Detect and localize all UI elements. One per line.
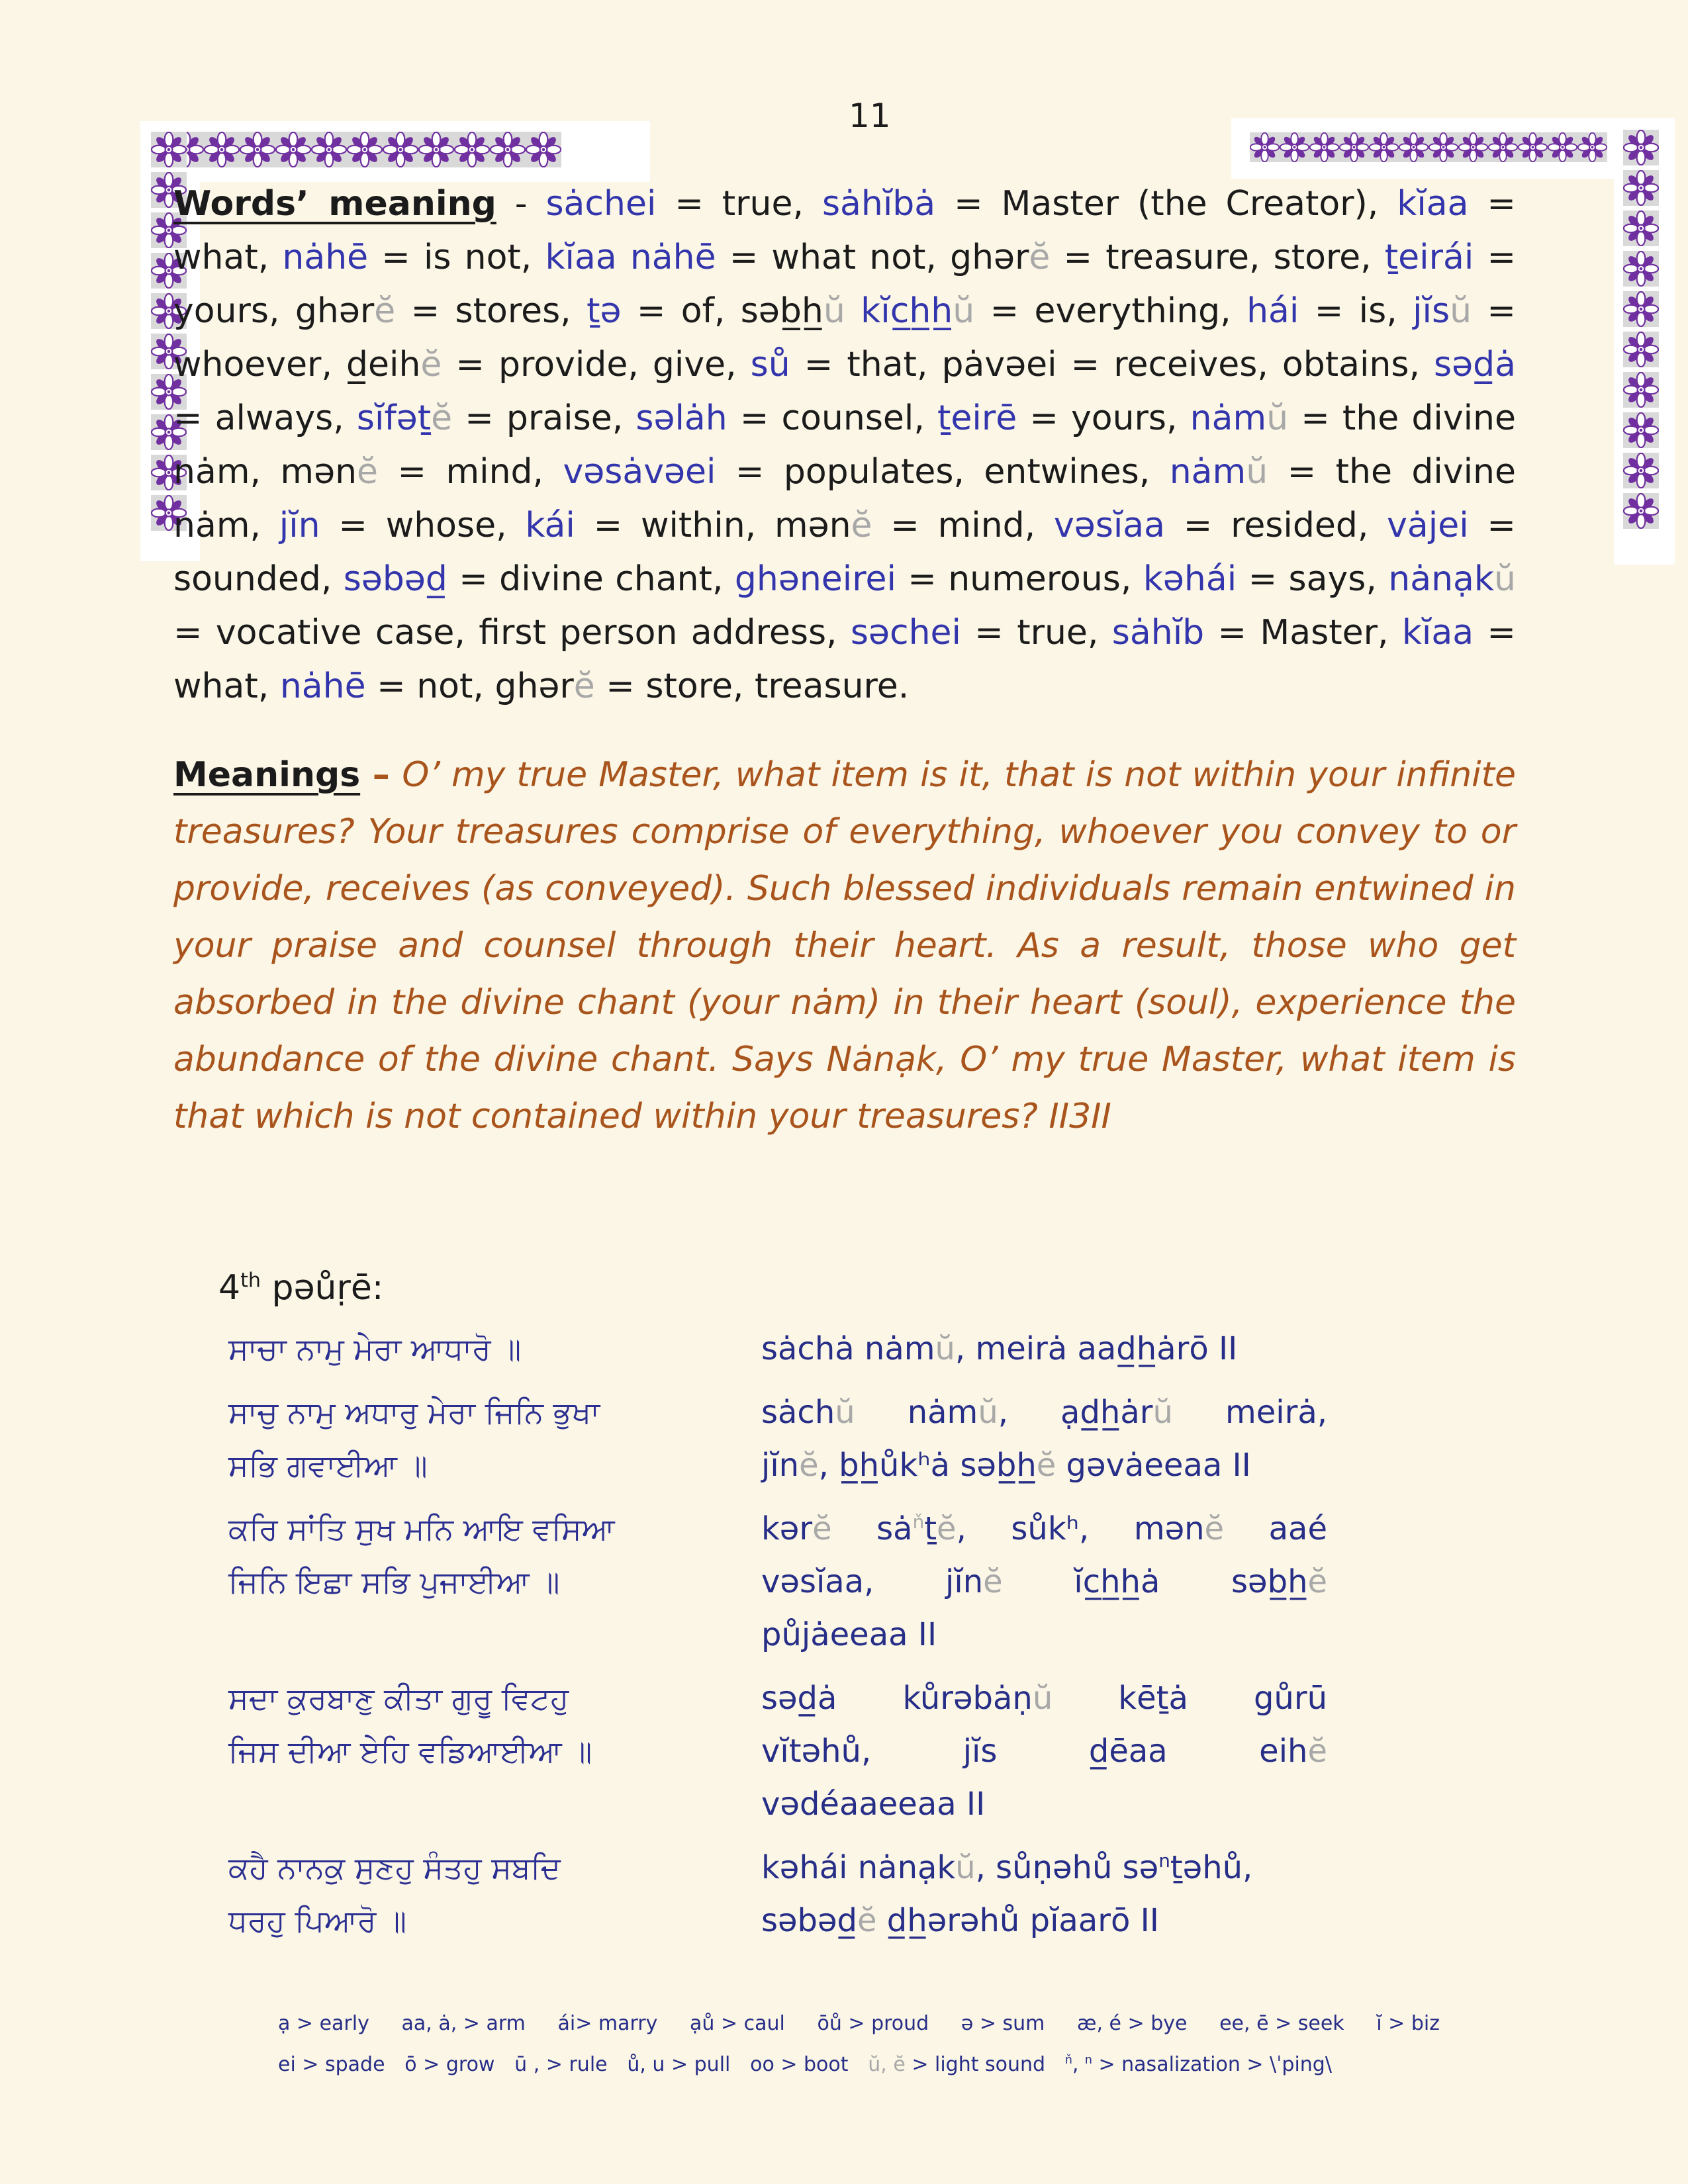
- pronunciation-guide-row1: [278, 2012, 1440, 2035]
- text-segment: = stores,: [395, 291, 587, 331]
- transliteration-line: [761, 1322, 1327, 1375]
- gurmukhi-line: ਕਹੈ ਨਾਨਕੁ ਸੁਣਹੁ ਸੰਤਹੁ ਸਬਦਿ: [228, 1850, 561, 1886]
- text-segment: ĕ: [573, 666, 595, 706]
- flower-icon: [418, 132, 454, 167]
- meanings-heading: Meanings: [173, 755, 361, 795]
- pauri-heading: [218, 1268, 383, 1308]
- gurmukhi-verse: [228, 1841, 725, 1947]
- text-segment: = counsel,: [727, 398, 938, 438]
- text-segment: = everything,: [974, 291, 1247, 331]
- pronunciation-item: [558, 2012, 658, 2035]
- text-segment: nȧhē: [279, 666, 366, 706]
- text-segment: vəsĭaa: [1053, 506, 1166, 545]
- text-segment: vədéaaeeaa II: [761, 1786, 986, 1823]
- flower-border-top-left: [168, 132, 561, 167]
- text-segment: , sůkʰ, mən: [956, 1510, 1205, 1547]
- text-segment: ň: [1064, 2054, 1072, 2067]
- text-segment: kəhái nȧnạk: [761, 1849, 956, 1886]
- text-segment: ĕ: [812, 1510, 832, 1547]
- text-segment: = the divine nȧm,: [173, 452, 1516, 545]
- flower-icon: [1399, 132, 1429, 162]
- text-segment: půjȧeeaa II: [761, 1616, 937, 1653]
- text-segment: b̲h̲: [996, 1447, 1037, 1484]
- text-segment: n: [1084, 2054, 1092, 2067]
- gurmukhi-line: ਸਭਿ ਗਵਾਈਆ ॥: [228, 1447, 428, 1483]
- text-segment: ĕ: [1029, 238, 1051, 277]
- flower-icon: [1548, 132, 1577, 162]
- text-segment: ĕ: [857, 1902, 877, 1939]
- text-segment: səd̲ȧ kůrəbȧṇ: [761, 1680, 1033, 1717]
- text-segment: ĕ: [374, 291, 396, 331]
- transliteration-line: [761, 1502, 1327, 1555]
- text-segment: jĭn: [279, 506, 320, 545]
- text-segment: ŭ: [823, 291, 845, 331]
- gurmukhi-line: ਜਿਨਿ ਇਛਾ ਸਭਿ ਪੁਜਾਈਆ ॥: [228, 1564, 560, 1600]
- text-segment: ĕ: [1036, 1447, 1056, 1484]
- text-segment: = Master (the Creator),: [935, 184, 1397, 224]
- page-number: 11: [849, 97, 891, 135]
- text-segment: = resided,: [1165, 506, 1387, 545]
- text-segment: ň: [912, 1511, 925, 1533]
- text-segment: meirȧ,: [1172, 1394, 1328, 1431]
- transliteration-verse: [761, 1502, 1327, 1661]
- text-segment: ĕ: [431, 398, 453, 438]
- pronunciation-item: [627, 2053, 730, 2076]
- text-segment: ĭc̲h̲h̲ȧ sə: [1002, 1563, 1268, 1600]
- gurmukhi-line: ਸਦਾ ਕੁਰਬਾਣੁ ਕੀਤਾ ਗੁਰੂ ਵਿਟਹੁ: [228, 1680, 569, 1716]
- text-segment: , b̲h̲ůkʰȧ sə: [818, 1447, 996, 1484]
- text-segment: ĕ: [1307, 1563, 1328, 1600]
- text-segment: nȧhē: [282, 238, 369, 277]
- words-meaning-heading: Words’ meaning: [173, 184, 496, 224]
- flower-icon: [347, 132, 383, 167]
- text-segment: [845, 291, 861, 331]
- text-segment: ghəneirei: [734, 559, 896, 599]
- transliteration-line: [761, 1386, 1327, 1439]
- flower-icon: [240, 132, 275, 167]
- text-segment: = always,: [173, 398, 357, 438]
- text-segment: ṯə: [586, 291, 622, 331]
- text-segment: səbəd̲: [761, 1902, 858, 1939]
- flower-icon: [1623, 453, 1659, 488]
- text-segment: = mind,: [872, 506, 1054, 545]
- pronunciation-item: [818, 2012, 929, 2035]
- text-segment: = provide, give,: [442, 345, 751, 385]
- flower-icon: [1429, 132, 1458, 162]
- text-segment: kĭc̲h̲h̲: [861, 291, 953, 331]
- flower-icon: [204, 132, 240, 167]
- text-segment: jĭs: [1413, 291, 1450, 331]
- text-segment: > nasalization > \ˈping\: [1092, 2053, 1332, 2076]
- text-segment: nȧm: [1190, 398, 1267, 438]
- pronunciation-item: [1219, 2012, 1344, 2035]
- text-segment: vĭtəhů, jĭs d̲ēaa eih: [761, 1733, 1308, 1770]
- text-segment: ə > sum: [961, 2012, 1045, 2035]
- text-segment: ĕ: [420, 345, 442, 385]
- text-segment: ŭ, ĕ: [868, 2053, 906, 2076]
- words-meaning-separator: -: [496, 184, 546, 224]
- text-segment: nȧnạk: [1388, 559, 1495, 599]
- text-segment: ŭ: [1032, 1680, 1053, 1717]
- flower-icon: [1623, 493, 1659, 529]
- text-segment: ạů > caul: [690, 2012, 785, 2035]
- text-segment: = within, mən: [575, 506, 851, 545]
- text-segment: ee, ē > seek: [1219, 2012, 1344, 2035]
- text-segment: ṯəhů,: [1170, 1849, 1253, 1886]
- transliteration-line: [761, 1672, 1327, 1725]
- gurmukhi-verse: [228, 1672, 725, 1831]
- flower-icon: [1623, 372, 1659, 408]
- pauri-title: pəůṛē:: [261, 1268, 384, 1308]
- flower-icon: [1488, 132, 1518, 162]
- flower-icon: [383, 132, 418, 167]
- text-segment: ō > grow: [404, 2053, 495, 2076]
- flower-icon: [1577, 132, 1607, 162]
- text-segment: n: [1158, 1850, 1170, 1872]
- text-segment: = of, səb̲h̲: [621, 291, 823, 331]
- text-segment: ĕ: [937, 1510, 957, 1547]
- flower-icon: [1458, 132, 1488, 162]
- transliteration-line: [761, 1725, 1327, 1778]
- text-segment: ŭ: [953, 291, 975, 331]
- flower-icon: [1369, 132, 1399, 162]
- flower-icon: [1339, 132, 1369, 162]
- transliteration-line: [761, 1555, 1327, 1608]
- text-segment: = vocative case, first person address,: [173, 613, 851, 653]
- text-segment: ái> marry: [557, 2012, 658, 2035]
- text-segment: nȧm: [1169, 452, 1246, 492]
- text-segment: sȧ: [831, 1510, 913, 1547]
- text-segment: ŭ: [1450, 291, 1472, 331]
- flower-icon: [1518, 132, 1548, 162]
- text-segment: kər: [761, 1510, 813, 1547]
- meanings-text: O’ my true Master, what item is it, that is not within your infinite treasures? Your treasures comprise of everything, whoever you convey to or provide, receives (as conveyed). Such blessed individuals remain entwined in your praise and counsel through their heart. As a result, those who get absorbed in the divine chant (your nȧm) in their heart (soul), experience the abundance of the divine chant. Says Nȧnạk, O’ my true Master, what item is that which is not contained within your treasures? II3II: [173, 755, 1516, 1136]
- meanings-paragraph: [173, 747, 1516, 1145]
- text-segment: = numerous,: [896, 559, 1143, 599]
- pronunciation-item: [961, 2012, 1045, 2035]
- text-segment: sȧhĭbȧ: [821, 184, 936, 224]
- flower-icon: [1623, 291, 1659, 327]
- text-segment: jĭn: [761, 1447, 800, 1484]
- text-segment: = mind,: [378, 452, 563, 492]
- flower-icon: [1309, 132, 1339, 162]
- text-segment: ŭ: [1494, 559, 1516, 599]
- text-segment: ū , > rule: [514, 2053, 608, 2076]
- text-segment: ŭ: [1246, 452, 1268, 492]
- text-segment: ,: [1072, 2053, 1085, 2076]
- text-segment: ĕ: [983, 1563, 1003, 1600]
- text-segment: æ, é > bye: [1077, 2012, 1188, 2035]
- flower-icon: [1623, 170, 1659, 206]
- pronunciation-item: [1065, 2053, 1332, 2076]
- transliteration-verse: [761, 1841, 1327, 1947]
- verse-section: [228, 1322, 1327, 1947]
- text-segment: gəvȧeeaa II: [1056, 1447, 1251, 1484]
- text-segment: = that, pȧvəei = receives, obtains,: [790, 345, 1434, 385]
- text-segment: = sounded,: [173, 506, 1516, 599]
- flower-icon: [1623, 210, 1659, 246]
- text-segment: ōů > proud: [817, 2012, 929, 2035]
- text-segment: ů, u > pull: [627, 2053, 731, 2076]
- text-segment: ṯeirē: [937, 398, 1017, 438]
- transliteration-line: [761, 1894, 1327, 1947]
- text-segment: ŭ: [835, 1394, 855, 1431]
- transliteration-verse: [761, 1322, 1327, 1375]
- text-segment: = populates, entwines,: [716, 452, 1170, 492]
- text-segment: = says,: [1237, 559, 1389, 599]
- text-segment: sȧhĭb: [1111, 613, 1205, 653]
- flower-icon: [454, 132, 490, 167]
- text-segment: = yours,: [1017, 398, 1190, 438]
- gurmukhi-line: ਧਰਹੁ ਪਿਆਰੋ ॥: [228, 1903, 407, 1938]
- text-segment: vȧjei: [1387, 506, 1469, 545]
- text-segment: = what,: [173, 184, 1516, 277]
- text-segment: = is not,: [368, 238, 545, 277]
- flower-icon: [1280, 132, 1309, 162]
- text-segment: ĕ: [1307, 1733, 1327, 1770]
- text-segment: = whoever, d̲eih: [173, 291, 1516, 385]
- text-segment: b̲h̲: [1267, 1563, 1308, 1600]
- text-segment: səlȧh: [635, 398, 727, 438]
- text-segment: sů: [750, 345, 790, 385]
- pauri-ordinal: th: [240, 1269, 261, 1293]
- text-segment: vəsĭaa, jĭn: [761, 1563, 984, 1600]
- pronunciation-guide-row2: [278, 2053, 1332, 2076]
- text-segment: = what,: [173, 613, 1517, 706]
- transliteration-line: [761, 1439, 1327, 1492]
- text-segment: ĕ: [851, 506, 872, 545]
- text-segment: ŭ: [1152, 1394, 1173, 1431]
- text-segment: ŭ: [935, 1330, 955, 1367]
- text-segment: kĭaa: [1397, 184, 1469, 224]
- text-segment: nȧm: [855, 1394, 978, 1431]
- gurmukhi-line: ਜਿਸ ਦੀਆ ਏਹਿ ਵਡਿਆਈਆ ॥: [228, 1733, 592, 1769]
- text-segment: , meirȧ aad̲h̲ȧrō II: [955, 1330, 1238, 1367]
- text-segment: ạ > early: [278, 2012, 369, 2035]
- transliteration-line: [761, 1608, 1327, 1661]
- text-segment: səchei: [850, 613, 961, 653]
- text-segment: kái: [525, 506, 575, 545]
- text-segment: ŭ: [955, 1849, 976, 1886]
- flower-border-right: [1623, 130, 1659, 529]
- text-segment: səbəd̲: [343, 559, 447, 599]
- text-segment: ṯeirái: [1384, 238, 1474, 277]
- text-segment: , sůṇəhů sə: [975, 1849, 1159, 1886]
- text-segment: sȧchei: [545, 184, 657, 224]
- pronunciation-item: [868, 2053, 1045, 2076]
- text-segment: = store, treasure.: [594, 666, 910, 706]
- flower-icon: [1623, 332, 1659, 367]
- flower-icon: [490, 132, 526, 167]
- flower-icon: [275, 132, 311, 167]
- pronunciation-item: [514, 2053, 607, 2076]
- text-segment: , ạd̲h̲ȧr: [998, 1394, 1153, 1431]
- flower-icon: [311, 132, 347, 167]
- pronunciation-item: [1376, 2012, 1440, 2035]
- words-meaning-paragraph: [173, 177, 1516, 713]
- text-segment: ŭ: [978, 1394, 998, 1431]
- text-segment: = not, ghər: [365, 666, 574, 706]
- text-segment: ĭ > biz: [1376, 2012, 1440, 2035]
- text-segment: ṯ: [924, 1510, 937, 1547]
- text-segment: > light sound: [905, 2053, 1046, 2076]
- gurmukhi-verse: [228, 1502, 725, 1661]
- text-segment: kĭaa: [1401, 613, 1474, 653]
- flower-icon: [1250, 132, 1280, 162]
- words-meaning-body: [173, 184, 1516, 706]
- flower-icon: [526, 132, 561, 167]
- text-segment: vəsȧvəei: [563, 452, 716, 492]
- text-segment: = Master,: [1204, 613, 1402, 653]
- flower-icon: [1623, 412, 1659, 448]
- text-segment: = true,: [656, 184, 822, 224]
- text-segment: sȧch: [761, 1394, 835, 1431]
- text-segment: aa, ȧ, > arm: [401, 2012, 526, 2035]
- text-segment: aaé: [1224, 1510, 1327, 1547]
- text-segment: oo > boot: [750, 2053, 849, 2076]
- pronunciation-item: [278, 2053, 385, 2076]
- text-segment: kēṯȧ gůrū: [1053, 1680, 1327, 1717]
- text-segment: = is,: [1299, 291, 1413, 331]
- text-segment: = true,: [961, 613, 1112, 653]
- pronunciation-item: [1077, 2012, 1187, 2035]
- text-segment: ei > spade: [278, 2053, 385, 2076]
- gurmukhi-verse: [228, 1322, 725, 1375]
- pronunciation-item: [401, 2012, 525, 2035]
- transliteration-verse: [761, 1672, 1327, 1831]
- gurmukhi-line: ਸਾਚੁ ਨਾਮੁ ਅਧਾਰੁ ਮੇਰਾ ਜਿਨਿ ਭੁਖਾ: [228, 1394, 600, 1430]
- text-segment: sȧchȧ nȧm: [761, 1330, 935, 1367]
- pauri-number: 4: [218, 1268, 241, 1308]
- flower-icon: [1623, 130, 1659, 165]
- transliteration-line: [761, 1841, 1327, 1894]
- pronunciation-item: [404, 2053, 494, 2076]
- flower-icon: [1623, 251, 1659, 287]
- text-segment: = praise,: [452, 398, 636, 438]
- flower-icon: [151, 132, 187, 167]
- meanings-separator: –: [360, 755, 402, 795]
- flower-border-top-right: [1250, 132, 1607, 162]
- pronunciation-item: [690, 2012, 785, 2035]
- gurmukhi-verse: [228, 1386, 725, 1492]
- text-segment: = whose,: [320, 506, 526, 545]
- gurmukhi-line: ਕਰਿ ਸਾਂਤਿ ਸੁਖ ਮਨਿ ਆਇ ਵਸਿਆ: [228, 1511, 615, 1547]
- text-segment: kĭaa nȧhē: [545, 238, 716, 277]
- text-segment: = yours, ghər: [173, 238, 1517, 331]
- pronunciation-item: [278, 2012, 369, 2035]
- text-segment: ĕ: [357, 452, 379, 492]
- pronunciation-item: [750, 2053, 848, 2076]
- text-segment: hái: [1246, 291, 1299, 331]
- text-segment: kəhái: [1143, 559, 1237, 599]
- transliteration-line: [761, 1778, 1327, 1831]
- text-segment: = treasure, store,: [1050, 238, 1385, 277]
- transliteration-verse: [761, 1386, 1327, 1492]
- text-segment: ĕ: [1204, 1510, 1225, 1547]
- text-segment: ŭ: [1266, 398, 1289, 438]
- text-segment: d̲h̲ərəhů pĭaarō II: [876, 1902, 1159, 1939]
- text-segment: səd̲ȧ: [1434, 345, 1516, 385]
- gurmukhi-line: ਸਾਚਾ ਨਾਮੁ ਮੇਰਾ ਆਧਾਰੋ ॥: [228, 1331, 522, 1367]
- text-segment: = what not, ghər: [716, 238, 1029, 277]
- text-segment: = the divine nȧm, mən: [173, 398, 1516, 492]
- text-segment: ĕ: [799, 1447, 819, 1484]
- text-segment: = divine chant,: [447, 559, 735, 599]
- text-segment: sĭfəṯ: [356, 398, 432, 438]
